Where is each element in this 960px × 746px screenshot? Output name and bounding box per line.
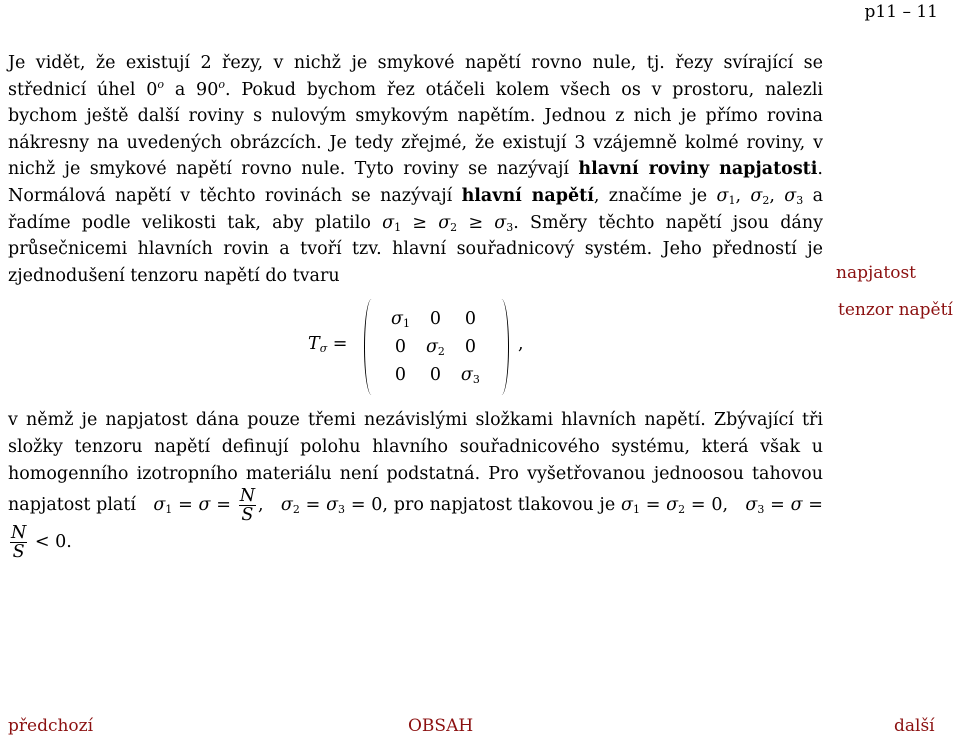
- text: ,: [769, 185, 785, 206]
- text: , značíme je: [593, 185, 717, 206]
- tensor-lhs: [308, 331, 347, 358]
- stress-tensor-equation: [8, 295, 823, 405]
- term-principal-planes: hlavní roviny napjatosti: [578, 159, 818, 180]
- subscript: σ: [319, 342, 328, 356]
- main-text: [8, 50, 823, 561]
- subscript: 1: [728, 193, 736, 207]
- tensor-symbol: T: [308, 334, 320, 355]
- text: . Směry těchto napětí jsou dány průsečnicemi hlavních rovin a tvoří tzv. hlavní souřadnicový systém. Jeho předností je zjednodušení tenzoru napětí do tvaru: [8, 212, 823, 286]
- trailing-comma: ,: [518, 334, 524, 355]
- subscript: 2: [762, 193, 770, 207]
- tensor-matrix: [383, 305, 488, 389]
- equation-zero: $\sigma_2 = \sigma_3 = 0$: [280, 495, 383, 517]
- equals-sign: =: [327, 334, 348, 355]
- nav-toc-link[interactable]: OBSAH: [408, 716, 474, 736]
- margin-link-napjatost[interactable]: napjatost: [836, 263, 916, 283]
- equation-compression: $\sigma_1 = \sigma_2 = 0$, $\sigma_3 = \sigma$ = $\frac{N}{S}$ < 0.: [11, 495, 823, 563]
- superscript: o: [218, 77, 225, 91]
- math-symbol: σ: [438, 212, 451, 233]
- matrix-cell: 0: [429, 365, 441, 386]
- text: . Normálová napětí v těchto rovinách se nazývají: [8, 159, 823, 206]
- math-symbol: σ: [716, 185, 729, 206]
- text: v němž je napjatost dána pouze třemi nezávislými složkami hlavních napětí. Zbývající tři složky tenzoru napětí definují polohu hlavního souřadnicového systému, která však u homogenního izotropního materiálu není podstatná. Pro vyšetřovanou jednoosou tahovou napjatost platí: [8, 410, 823, 516]
- text: a 90: [164, 79, 219, 100]
- text: , pro napjatost tlakovou je: [382, 495, 621, 516]
- text: . Pokud bychom řez otáčeli kolem všech os v prostoru, nalezli bychom ještě další roviny s nulovým smykovým napětím. Jednou z nich je přímo rovina nákresny na uvedených obrázcích. Je tedy zřejmé, že existují 3 vzájemně kolmé roviny, v nichž je smykové napětí rovno nule. Tyto roviny se nazývají: [8, 79, 824, 180]
- fraction: $\frac{N}{S}$: [11, 523, 27, 563]
- subscript: 2: [450, 220, 458, 234]
- matrix-cell: $\sigma_3$: [460, 365, 480, 387]
- paragraph-2: [8, 407, 823, 561]
- text: a řadíme podle velikosti tak, aby platilo: [8, 185, 823, 233]
- math-symbol: σ: [784, 185, 797, 206]
- superscript: o: [157, 77, 165, 91]
- math-symbol: σ: [750, 185, 763, 206]
- right-parenthesis: [494, 299, 509, 395]
- nav-next-link[interactable]: další: [894, 716, 935, 736]
- subscript: 1: [394, 220, 402, 234]
- matrix-row: [383, 305, 488, 333]
- matrix-cell: 0: [464, 337, 476, 358]
- page-number: p11 – 11: [864, 2, 938, 22]
- matrix-cell: 0: [394, 337, 407, 358]
- nav-prev-link[interactable]: předchozí: [8, 716, 94, 736]
- matrix-cell: $\sigma_1$: [391, 309, 410, 331]
- left-parenthesis: [364, 299, 379, 395]
- math-symbol: σ: [382, 212, 395, 233]
- math-symbol: σ: [494, 212, 507, 233]
- math-operator: ≥: [457, 212, 495, 233]
- matrix-cell: 0: [429, 309, 441, 330]
- subscript: 3: [506, 220, 514, 234]
- term-principal-stresses: hlavní napětí: [461, 185, 594, 206]
- text: ,: [735, 185, 751, 206]
- equation-tension: $\sigma_1 = \sigma$ = $\frac{N}{S}$ ,: [153, 486, 264, 526]
- matrix-cell: $\sigma_2$: [425, 337, 445, 359]
- matrix-cell: 0: [394, 365, 407, 386]
- matrix-row: [383, 361, 488, 389]
- math-operator: ≥: [401, 212, 439, 233]
- subscript: 3: [796, 193, 804, 207]
- matrix-cell: 0: [464, 309, 476, 330]
- fraction: $\frac{N}{S}$: [239, 486, 255, 526]
- matrix-row: [383, 333, 488, 361]
- text: Je vidět, že existují 2 řezy, v nichž je smykové napětí rovno nule, tj. řezy svírající se střednicí úhel 0: [8, 53, 823, 100]
- paragraph-1: [8, 50, 823, 289]
- margin-link-tenzor-napeti[interactable]: tenzor napětí: [838, 300, 953, 320]
